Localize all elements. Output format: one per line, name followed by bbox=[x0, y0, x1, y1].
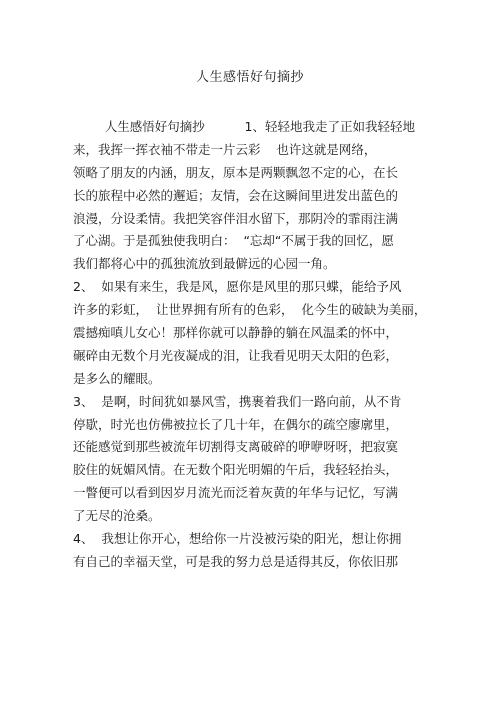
text-line: 胶住的妩媚风情。在无数个阳光明媚的午后，我轻轻抬头， bbox=[73, 462, 399, 478]
text-line: 领略了朋友的内涵，朋友，原本是两颗飘忽不定的心，在长 bbox=[73, 164, 399, 180]
text-line: 人生感悟好句摘抄 1、轻轻地我走了正如我轻轻地 bbox=[73, 119, 415, 134]
text-line: 是多么的耀眼。 bbox=[73, 370, 161, 386]
text-line: 浪漫，分设柔情。我把笑容伴泪水留下，那阴冷的霏雨注满 bbox=[73, 210, 399, 226]
text-line: 有自己的幸福天堂，可是我的努力总是适得其反，你依旧那 bbox=[73, 553, 399, 569]
text-line: 来，我挥一挥衣袖不带走一片云彩 也许这就是网络， bbox=[73, 141, 377, 157]
text-line: 许多的彩虹， 让世界拥有所有的色彩， 化今生的破缺为美丽， bbox=[73, 302, 427, 318]
text-line: 停歇，时光也仿佛被拉长了几十年，在偶尔的疏空廖廓里， bbox=[73, 416, 399, 432]
text-line: 一瞥便可以看到因岁月流光而泛着灰黄的年华与记忆，写满 bbox=[73, 485, 399, 501]
text-line: 还能感觉到那些被流年切割得支离破碎的咿咿呀呀，把寂寞 bbox=[73, 439, 399, 455]
text-line: 长的旅程中必然的邂逅；友情，会在这瞬间里进发出蓝色的 bbox=[73, 187, 399, 203]
document-body bbox=[73, 116, 453, 574]
page-title: 人生感悟好句摘抄 bbox=[195, 70, 304, 85]
text-line: 2、 如果有来生，我是风，愿你是风里的那只蝶，能给予风 bbox=[73, 279, 402, 295]
text-line: 我们都将心中的孤独流放到最僻远的心园一角。 bbox=[73, 256, 336, 272]
text-line: 震撼痴嗔儿女心！那样你就可以静静的躺在风温柔的怀中， bbox=[73, 325, 399, 341]
text-line: 碾碎由无数个月光夜凝成的泪，让我看见明天太阳的色彩， bbox=[73, 347, 399, 363]
text-line: 3、 是啊，时间犹如暴风雪，携裹着我们一路向前，从不肯 bbox=[73, 393, 402, 409]
text-line: 了无尽的沧桑。 bbox=[73, 508, 161, 524]
text-line: 了心湖。于是孤独使我明白： “忘却“不属于我的回忆，愿 bbox=[73, 233, 394, 249]
text-line: 4、 我想让你开心，想给你一片没被污染的阳光，想让你拥 bbox=[73, 531, 402, 547]
